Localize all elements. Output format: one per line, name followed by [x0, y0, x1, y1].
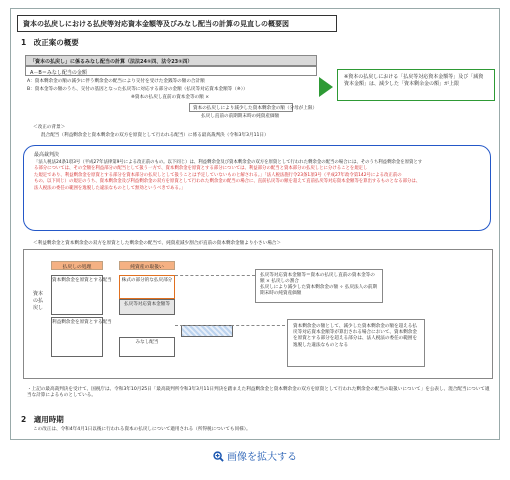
enlarge-image-link[interactable]	[0, 448, 510, 463]
supreme-court-heading: 最高裁判決	[34, 152, 60, 158]
supreme-court-box	[23, 145, 491, 231]
green-arrow-shape	[319, 77, 333, 97]
guide-line	[175, 275, 255, 276]
capital-surplus-cell: 資本剰余金を原資とする配当	[51, 275, 103, 315]
definition-list	[27, 79, 327, 94]
background-text: 混合配当（利益剰余金と資本剰余金の双方を原資として行われる配当）に係る最高裁判決（令和3年3月11日）	[41, 133, 269, 138]
section-2-heading: 2 適用時期	[21, 415, 64, 424]
column-head-treatment: 純資産の取扱い	[119, 261, 175, 270]
calculation-line-1: 払戻等対応資本金額等＝資本の払戻し直前の資本金等の額 × 払戻しの割合	[260, 273, 375, 284]
court-line-2: る部分については、その全額を利益部分の配当として扱う一方で、資本剰余金を原資とする部分については、利益部分の配当と資本部分の払戻しとに分けることを規定し	[34, 166, 368, 172]
figure-title: 資本の払戻しにおける払戻等対応資本金額等及びみなし配当の計算の見直しの概要図	[17, 15, 337, 32]
court-line-5: 法人税法の委任の範囲を逸脱した違法なものとして無効というべきである。」	[34, 185, 186, 191]
section-1-heading: 1 改正案の概要	[21, 38, 79, 47]
vertical-label: 資本の払戻し	[32, 291, 43, 311]
column-head-processing: 払戻しの処理	[51, 261, 103, 270]
footnote-text: ・上記の最高裁判決を受けて、国税庁は、令和3年10月25日「最高裁判所令和3年3月11日判決を踏まえた利益剰余金と資本剰余金の双方を原資として行われた剰余金の配当の取扱いについて」を公表し、混合配当について適当な計算によるものとしている。	[27, 387, 490, 398]
definition-b: B：資本金等の額のうち、交付の基因となった払戻等に対応する部分の金額（払戻等対応資本金額等（※））	[27, 86, 248, 92]
section-2-text: この改正は、令和4年4月1日以後に行われる資本の払戻しについて適用される（所得税についても同様）。	[33, 427, 251, 432]
excess-hatched-cell	[181, 325, 233, 337]
court-line-1: 「法人税法24条1項3号（平成27年法律第9号による改正前のもの。以下同じ）は、利益剰余金及び資本剰余金の双方を原資として行われた剰余金の配当の場合には、そのうち利益剰余金を原資とす	[34, 160, 423, 165]
formula-row: A－B＝みなし配当の金額	[25, 66, 317, 76]
proposal-box: ※資本の払戻しにおける「払戻等対応資本金額等」及び「減資資本金額」は、減少した「資本剰余金の額」が上限	[337, 69, 495, 101]
return-amount-cell: 払戻等対応資本金額等	[119, 299, 175, 315]
deemed-dividend-cell: みなし配当	[119, 337, 175, 357]
enlarge-label: 画像を拡大する	[227, 452, 297, 463]
background-heading: ＜改正の背景＞	[33, 125, 66, 130]
formula-note: ※資本の払戻し直前の資本金等の額 ×	[131, 95, 210, 100]
deemed-dividend-title: 「資本の払戻し」に係るみなし配当の計算（法法24①四、法令23①四）	[25, 55, 317, 66]
partial-return-cell: 株式の部分的な払戻部分	[119, 275, 175, 299]
calculation-line-2: 払戻しにより減少した資本剰余金の額 ÷ 払戻法人の前期期末時の純資産価額	[260, 285, 378, 296]
court-line-3: た規定であり、利益剰余金を原資とする部分を資本部分の払戻しとして扱うことは予定していないものと解される。」「法人税法施行令23条1項3号（平成27年政令第142号による改正前の	[34, 172, 402, 178]
retained-earnings-cell: 利益剰余金を原資とする配当	[51, 317, 103, 357]
definition-a: A：資本剰余金の額の減少に伴う剰余金の配当により交付を受けた金銭等の額の合計額	[27, 79, 205, 84]
magnifier-plus-icon	[213, 451, 224, 462]
calculation-box	[255, 269, 383, 303]
diagram-caption: ＜利益剰余金と資本剰余金の双方を原資とした剰余金の配当で、純資産減少割合が直前の資本剰余金額より小さい場合＞	[33, 241, 281, 246]
explanation-box: 資本剰余金の額として、減少した資本剰余金の額を超える払戻等対応資本金額等が算出される場合において、資本剰余金を原資とする部分を超える部分は、法人税法の委任の範囲を逸脱した違法なものとなる	[287, 319, 425, 367]
court-line-4: もの。以下同じ）の規定のうち、資本剰余金及び利益剰余金の双方を原資として行われた剰余金の配当の場合に、直前払戻等の額を超えて直前払戻等対応資本金額等を算出するものとなる部分は、	[34, 179, 421, 185]
guide-line	[175, 325, 285, 326]
denominator-text: 払戻し直前の前期期末時の純資産価額	[201, 114, 280, 119]
figure-image	[10, 8, 500, 440]
numerator-box: 資本の払戻しにより減少した資本剰余金の額（分母が上限）	[189, 103, 293, 112]
